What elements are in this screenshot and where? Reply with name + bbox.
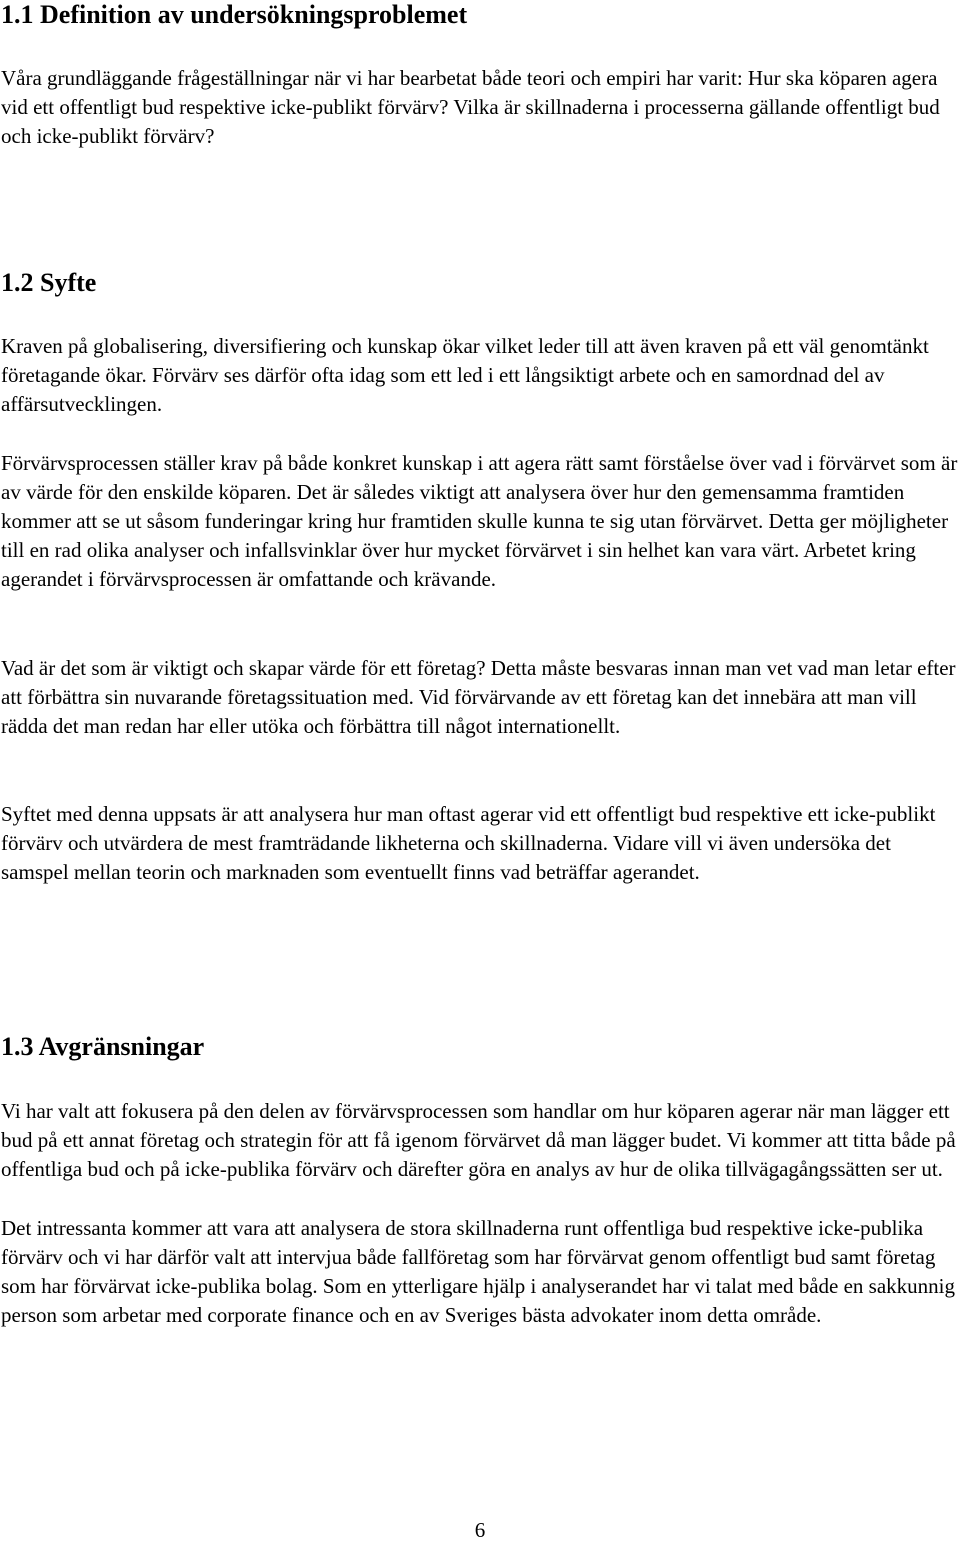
heading-definition: 1.1 Definition av undersökningsproblemet	[1, 0, 468, 29]
heading-delimitations: 1.3 Avgränsningar	[1, 1032, 205, 1061]
heading-purpose: 1.2 Syfte	[1, 268, 97, 297]
paragraph-thesis-purpose: Syftet med denna uppsats är att analysera hur man oftast agerar vid ett offentligt bud respektive ett icke-publikt förvärv och utvärdera de mest framträdande likheterna och skillnaderna. Vidare vill vi även undersöka det samspel mellan teorin och marknaden som eventuellt finns vad beträffar agerandet.	[1, 802, 936, 884]
page-number: 6	[474, 1518, 486, 1542]
paragraph-globalization: Kraven på globalisering, diversifiering och kunskap ökar vilket leder till att även kraven på ett väl genomtänkt företagande ökar. Förvärv ses därför ofta idag som ett led i ett långsiktigt arbete och en samordnad del av affärsutvecklingen.	[1, 334, 929, 416]
paragraph-value-creation: Vad är det som är viktigt och skapar värde för ett företag? Detta måste besvaras innan man vet vad man letar efter att förbättra sin nuvarande företagssituation med. Vid förvärvande av ett företag kan det innebära att man vill rädda det man redan har eller utöka och förbättra till något internationellt.	[1, 656, 956, 738]
paragraph-research-questions: Våra grundläggande frågeställningar när vi har bearbetat både teori och empiri har varit: Hur ska köparen agera vid ett offentligt bud respektive icke-publikt förvärv? Vilka är skillnaderna i processerna gällande offentligt bud och icke-publikt förvärv?	[1, 66, 940, 148]
paragraph-focus: Vi har valt att fokusera på den delen av förvärvsprocessen som handlar om hur köparen agerar när man lägger ett bud på ett annat företag och strategin för att få igenom förvärvet då man lägger budet. Vi kommer att titta både på offentliga bud och på icke-publika förvärv och därefter göra en analys av hur de olika tillvägagångssätten ser ut.	[1, 1099, 956, 1181]
paragraph-interviews: Det intressanta kommer att vara att analysera de stora skillnaderna runt offentliga bud respektive icke-publika förvärv och vi har därför valt att intervjua både fallföretag som har förvärvat genom offentligt bud samt företag som har förvärvat icke-publika bolag. Som en ytterligare hjälp i analyserandet har vi talat med både en sakkunnig person som arbetar med corporate finance och en av Sveriges bästa advokater inom detta område.	[1, 1216, 956, 1327]
paragraph-acquisition-process: Förvärvsprocessen ställer krav på både konkret kunskap i att agera rätt samt förståelse över vad i förvärvet som är av värde för den enskilde köparen. Det är således viktigt att analysera över hur den gemensamma framtiden kommer att se ut såsom funderingar kring hur framtiden skulle kunna te sig utan förvärvet. Detta ger möjligheter till en rad olika analyser och infallsvinklar över hur mycket förvärvet i sin helhet kan vara värt. Arbetet kring agerandet i förvärvsprocessen är omfattande och krävande.	[1, 451, 958, 591]
